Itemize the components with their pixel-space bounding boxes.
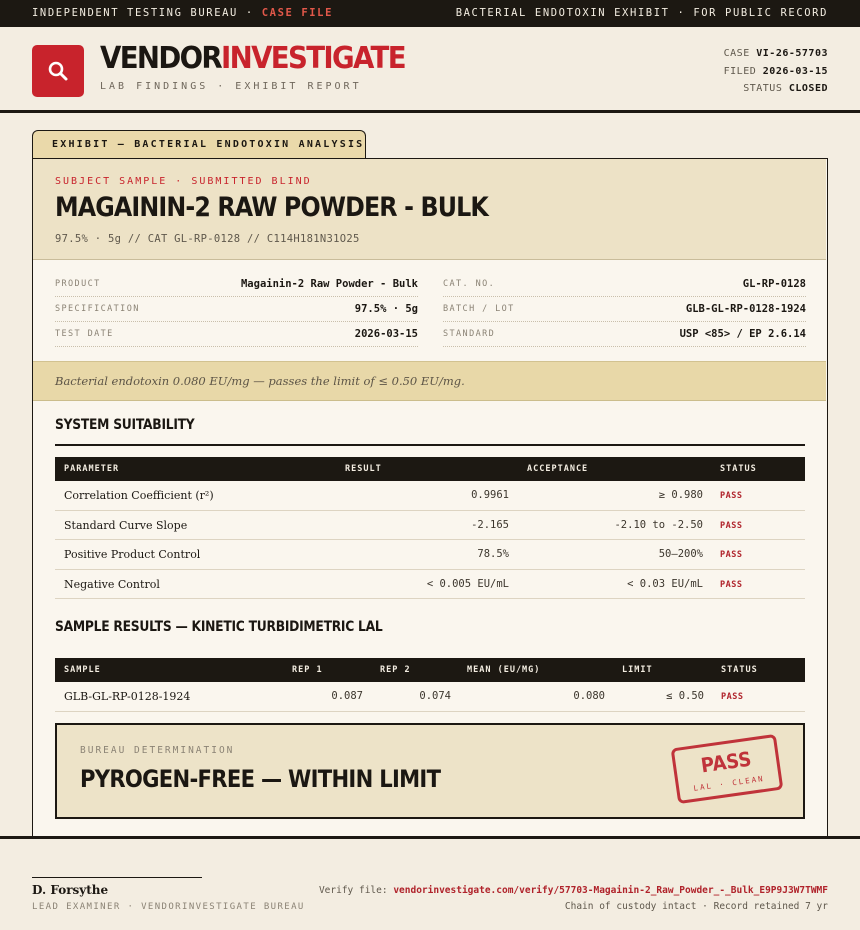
parameter-cell: Standard Curve Slope xyxy=(64,518,188,532)
detail-test-date xyxy=(55,322,418,347)
detail-value: 2026-03-15 xyxy=(354,328,418,340)
detail-standard xyxy=(443,322,806,347)
status-badge: PASS xyxy=(720,579,743,590)
verify-link[interactable]: vendorinvestigate.com/verify/57703-Magainin-2_Raw_Powder_-_Bulk_E9P9J3W7TWMF xyxy=(393,885,828,896)
acceptance-cell: < 0.03 EU/mL xyxy=(627,577,703,590)
pass-stamp xyxy=(671,734,784,804)
result-cell: -2.165 xyxy=(471,518,509,531)
stamp-main-text: PASS xyxy=(699,746,753,778)
sample-table-header xyxy=(55,658,805,682)
top-banner-right: BACTERIAL ENDOTOXIN EXHIBIT · FOR PUBLIC RECORD xyxy=(455,7,828,19)
mean-cell: 0.080 xyxy=(573,690,605,702)
table-row xyxy=(55,540,805,570)
case-status-label: STATUS xyxy=(743,83,783,94)
filed-date xyxy=(724,63,828,81)
parameter-cell: Negative Control xyxy=(64,577,160,591)
status-badge: PASS xyxy=(720,520,743,531)
exhibit-tab: EXHIBIT — BACTERIAL ENDOTOXIN ANALYSIS xyxy=(32,130,366,160)
detail-value: 97.5% · 5g xyxy=(354,303,418,315)
brand-part-investigate: INVESTIGATE xyxy=(221,41,405,76)
case-number-value: VI-26-57703 xyxy=(756,48,828,59)
bureau-determination xyxy=(55,723,805,819)
parameter-cell: Positive Product Control xyxy=(64,548,201,561)
result-cell: < 0.005 EU/mL xyxy=(426,577,509,590)
filed-date-value: 2026-03-15 xyxy=(762,65,828,77)
sample-results-title: SAMPLE RESULTS — KINETIC TURBIDIMETRIC LAL xyxy=(55,619,383,635)
col-header-limit: LIMIT xyxy=(622,665,653,675)
col-header-parameter: PARAMETER xyxy=(64,464,120,474)
col-header-result: RESULT xyxy=(345,464,382,474)
sample-spec-line: 97.5% · 5g // CAT GL-RP-0128 // C114H181N31O25 xyxy=(55,233,360,245)
detail-key: PRODUCT xyxy=(55,279,101,289)
verify-label: Verify file: xyxy=(318,885,394,896)
page-header xyxy=(0,27,860,113)
signature-line xyxy=(32,877,202,878)
detail-value: GL-RP-0128 xyxy=(742,278,806,290)
filed-date-label: FILED xyxy=(723,65,757,77)
rep2-cell: 0.074 xyxy=(419,690,451,702)
footer-rule xyxy=(0,836,860,839)
detail-product xyxy=(55,272,418,297)
table-row xyxy=(55,570,805,600)
determination-label: BUREAU DETERMINATION xyxy=(80,745,235,756)
col-header-rep1: REP 1 xyxy=(292,665,323,675)
logo[interactable] xyxy=(32,45,84,97)
result-cell: 0.9961 xyxy=(471,489,509,501)
subject-panel xyxy=(33,159,826,260)
brand-part-vendor: VENDOR xyxy=(100,41,222,76)
result-summary xyxy=(33,361,826,401)
detail-cat-no xyxy=(443,272,806,297)
case-status-value: CLOSED xyxy=(788,83,828,94)
detail-key: BATCH / LOT xyxy=(443,304,515,314)
brand-wordmark xyxy=(100,41,405,77)
detail-key: SPECIFICATION xyxy=(55,304,140,314)
rep1-cell: 0.087 xyxy=(331,690,363,702)
section-rule xyxy=(55,444,805,446)
col-header-status: STATUS xyxy=(720,464,757,474)
detail-key: CAT. NO. xyxy=(443,279,496,289)
case-status xyxy=(724,80,828,98)
limit-cell: ≤ 0.50 xyxy=(666,690,704,702)
parameter-cell: Correlation Coefficient (r²) xyxy=(64,489,214,502)
detail-batch-lot xyxy=(443,297,806,322)
top-banner xyxy=(0,0,860,27)
verify-file xyxy=(319,885,828,896)
table-row xyxy=(55,511,805,541)
col-header-acceptance: ACCEPTANCE xyxy=(527,464,589,474)
custody-note: Chain of custody intact · Record retained 7 yr xyxy=(564,901,828,912)
table-row xyxy=(55,682,805,712)
case-file-label: CASE FILE xyxy=(261,7,334,19)
case-number-label: CASE xyxy=(723,48,750,59)
examiner-role: LEAD EXAMINER · VENDORINVESTIGATE BUREAU xyxy=(32,902,305,912)
case-meta xyxy=(724,45,828,98)
system-suitability-title: SYSTEM SUITABILITY xyxy=(55,417,195,433)
table-row xyxy=(55,481,805,511)
result-summary-text: Bacterial endotoxin 0.080 EU/mg — passes the limit of ≤ 0.50 EU/mg. xyxy=(55,374,465,388)
status-badge: PASS xyxy=(720,491,743,501)
detail-value: USP <85> / EP 2.6.14 xyxy=(679,328,806,340)
bureau-label: INDEPENDENT TESTING BUREAU · xyxy=(32,7,262,19)
acceptance-cell: ≥ 0.980 xyxy=(658,489,703,501)
sample-cell: GLB-GL-RP-0128-1924 xyxy=(64,690,191,703)
detail-specification xyxy=(55,297,418,322)
brand-subtitle: LAB FINDINGS · EXHIBIT REPORT xyxy=(100,81,362,92)
detail-key: TEST DATE xyxy=(55,329,114,339)
stamp-sub-text: LAL · CLEAN xyxy=(692,773,766,793)
examiner-name: D. Forsythe xyxy=(32,883,109,897)
acceptance-cell: 50–200% xyxy=(658,548,703,560)
subject-kicker: SUBJECT SAMPLE · SUBMITTED BLIND xyxy=(55,176,312,187)
search-icon xyxy=(46,59,70,83)
detail-value: Magainin-2 Raw Powder - Bulk xyxy=(240,278,418,290)
result-cell: 78.5% xyxy=(477,548,509,560)
col-header-status: STATUS xyxy=(721,665,758,675)
case-number xyxy=(724,45,828,63)
status-badge: PASS xyxy=(721,692,744,702)
acceptance-cell: -2.10 to -2.50 xyxy=(614,518,703,531)
exhibit-card xyxy=(32,158,828,837)
col-header-rep2: REP 2 xyxy=(380,665,411,675)
status-badge: PASS xyxy=(720,550,743,560)
sample-name: MAGAININ-2 RAW POWDER - BULK xyxy=(55,192,488,223)
top-banner-left xyxy=(32,7,333,19)
detail-key: STANDARD xyxy=(443,329,496,339)
col-header-mean: MEAN (EU/MG) xyxy=(467,665,541,675)
suitability-table-header xyxy=(55,457,805,481)
detail-value: GLB-GL-RP-0128-1924 xyxy=(685,303,806,315)
col-header-sample: SAMPLE xyxy=(64,665,101,675)
determination-verdict: PYROGEN-FREE — WITHIN LIMIT xyxy=(80,765,441,793)
